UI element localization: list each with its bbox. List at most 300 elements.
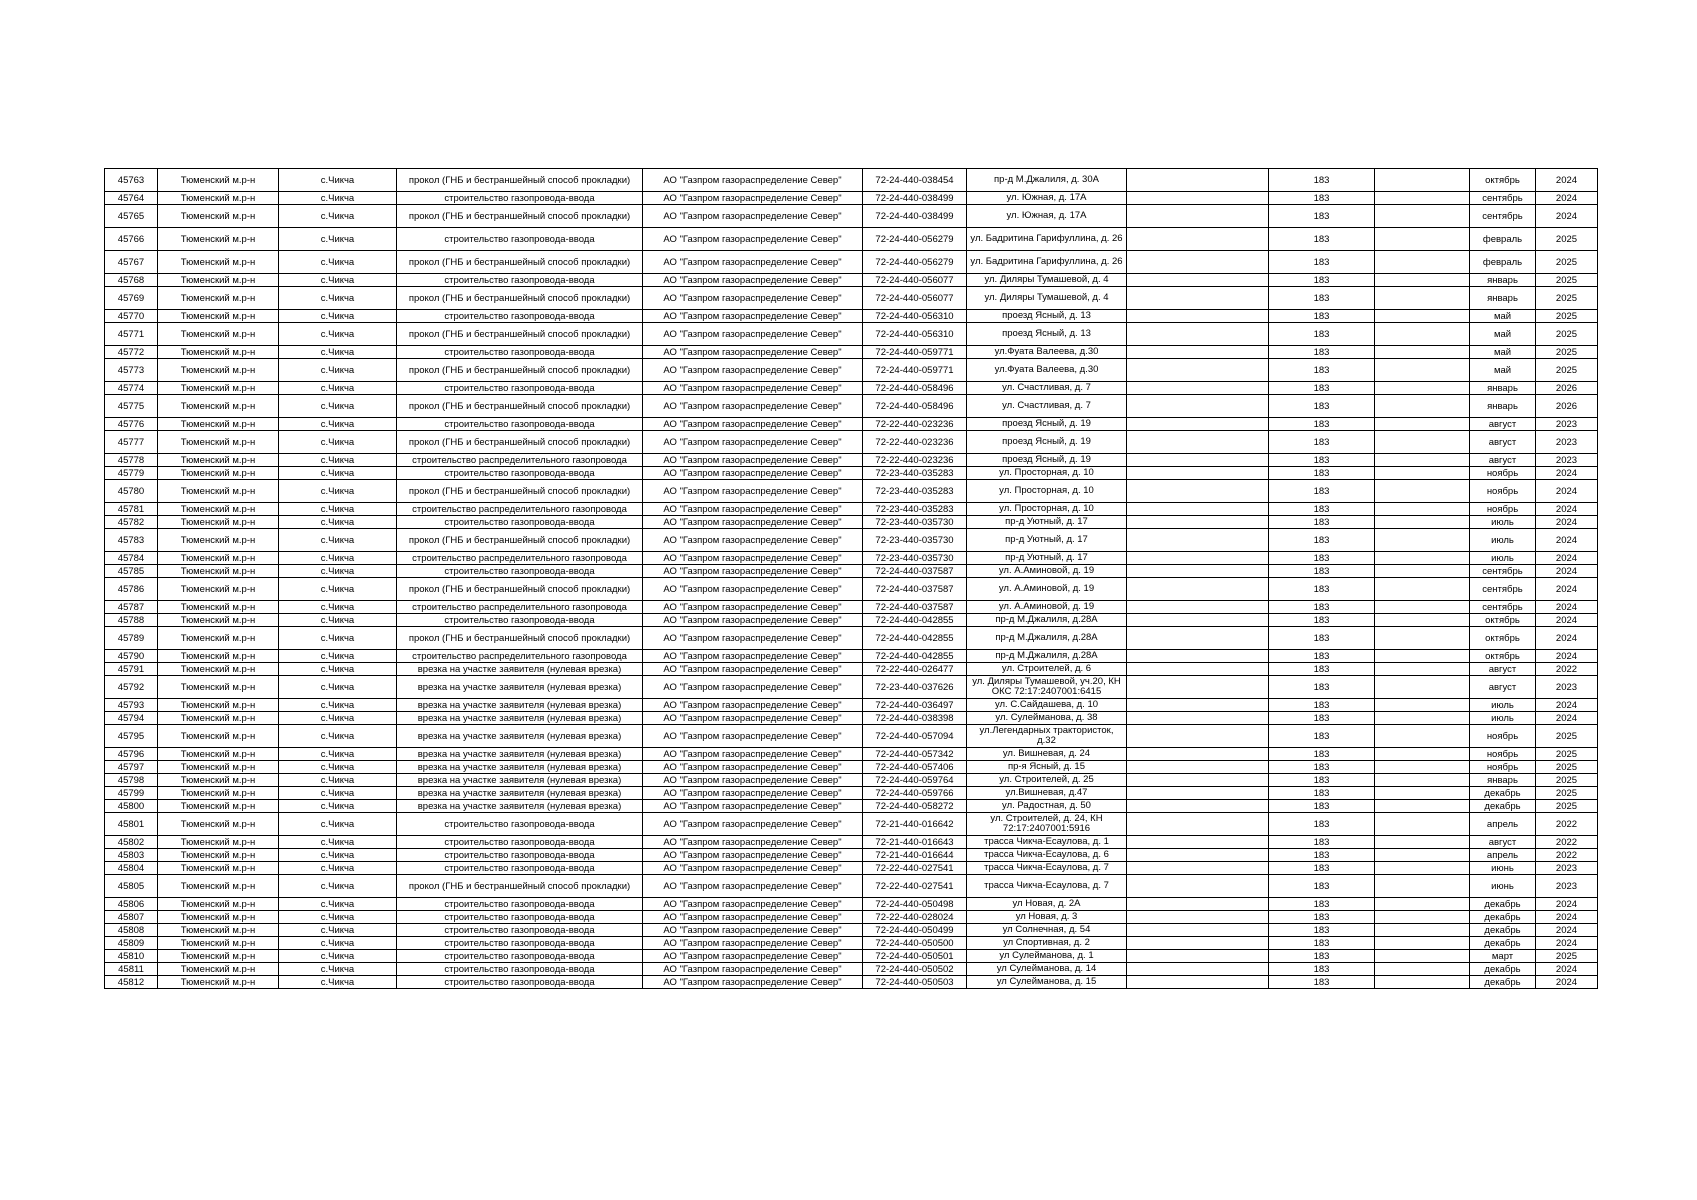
- cell-empty-col-2: [1375, 346, 1470, 359]
- cell-record-id: 45779: [105, 467, 158, 480]
- cell-application-number: 72-24-440-038499: [863, 192, 967, 205]
- cell-month: декабрь: [1470, 963, 1536, 976]
- table-row: [105, 310, 1598, 323]
- cell-locality: с.Чикча: [279, 800, 397, 813]
- cell-organization: АО "Газпром газораспределение Север": [643, 650, 863, 663]
- cell-empty-col-2: [1375, 310, 1470, 323]
- cell-locality: с.Чикча: [279, 359, 397, 382]
- cell-month: май: [1470, 359, 1536, 382]
- cell-record-id: 45766: [105, 228, 158, 251]
- cell-organization: АО "Газпром газораспределение Север": [643, 898, 863, 911]
- cell-application-number: 72-22-440-027541: [863, 862, 967, 875]
- cell-application-number: 72-22-440-027541: [863, 875, 967, 898]
- cell-locality: с.Чикча: [279, 950, 397, 963]
- cell-empty-col-2: [1375, 699, 1470, 712]
- cell-application-number: 72-24-440-042855: [863, 627, 967, 650]
- cell-organization: АО "Газпром газораспределение Север": [643, 712, 863, 725]
- cell-work-type: строительство газопровода-ввода: [397, 963, 643, 976]
- cell-district: Тюменский м.р-н: [158, 287, 279, 310]
- cell-code: 183: [1269, 287, 1375, 310]
- cell-year: 2024: [1536, 937, 1598, 950]
- cell-work-type: строительство газопровода-ввода: [397, 911, 643, 924]
- cell-organization: АО "Газпром газораспределение Север": [643, 287, 863, 310]
- cell-empty-col-2: [1375, 228, 1470, 251]
- cell-month: октябрь: [1470, 614, 1536, 627]
- cell-work-type: врезка на участке заявителя (нулевая врезка): [397, 800, 643, 813]
- cell-empty-col: [1127, 431, 1269, 454]
- cell-year: 2026: [1536, 395, 1598, 418]
- cell-empty-col: [1127, 205, 1269, 228]
- cell-year: 2025: [1536, 359, 1598, 382]
- cell-month: август: [1470, 454, 1536, 467]
- cell-address: проезд Ясный, д. 13: [967, 323, 1127, 346]
- cell-year: 2023: [1536, 862, 1598, 875]
- cell-record-id: 45764: [105, 192, 158, 205]
- cell-empty-col-2: [1375, 552, 1470, 565]
- cell-year: 2025: [1536, 251, 1598, 274]
- cell-year: 2025: [1536, 346, 1598, 359]
- cell-work-type: прокол (ГНБ и бестраншейный способ прокладки): [397, 578, 643, 601]
- cell-record-id: 45790: [105, 650, 158, 663]
- cell-year: 2024: [1536, 924, 1598, 937]
- cell-empty-col: [1127, 676, 1269, 699]
- cell-address: ул. Южная, д. 17А: [967, 205, 1127, 228]
- table-row: [105, 712, 1598, 725]
- cell-year: 2024: [1536, 627, 1598, 650]
- cell-empty-col: [1127, 346, 1269, 359]
- cell-month: ноябрь: [1470, 725, 1536, 748]
- cell-address: пр-д М.Джалиля, д.28А: [967, 627, 1127, 650]
- cell-year: 2024: [1536, 699, 1598, 712]
- cell-code: 183: [1269, 663, 1375, 676]
- cell-record-id: 45805: [105, 875, 158, 898]
- cell-record-id: 45802: [105, 836, 158, 849]
- cell-locality: с.Чикча: [279, 712, 397, 725]
- cell-empty-col-2: [1375, 898, 1470, 911]
- cell-empty-col: [1127, 774, 1269, 787]
- cell-month: январь: [1470, 395, 1536, 418]
- cell-code: 183: [1269, 748, 1375, 761]
- cell-work-type: строительство газопровода-ввода: [397, 813, 643, 836]
- table-row: [105, 274, 1598, 287]
- table-row: [105, 503, 1598, 516]
- cell-empty-col-2: [1375, 650, 1470, 663]
- cell-record-id: 45778: [105, 454, 158, 467]
- cell-month: ноябрь: [1470, 467, 1536, 480]
- cell-code: 183: [1269, 529, 1375, 552]
- cell-empty-col: [1127, 323, 1269, 346]
- cell-empty-col-2: [1375, 601, 1470, 614]
- cell-code: 183: [1269, 614, 1375, 627]
- table-row: [105, 950, 1598, 963]
- cell-empty-col: [1127, 601, 1269, 614]
- records-table: [104, 168, 1598, 989]
- cell-organization: АО "Газпром газораспределение Север": [643, 310, 863, 323]
- cell-empty-col-2: [1375, 725, 1470, 748]
- cell-organization: АО "Газпром газораспределение Север": [643, 467, 863, 480]
- cell-address: пр-д Уютный, д. 17: [967, 516, 1127, 529]
- cell-district: Тюменский м.р-н: [158, 529, 279, 552]
- cell-record-id: 45763: [105, 169, 158, 192]
- cell-address: пр-д Уютный, д. 17: [967, 529, 1127, 552]
- cell-locality: с.Чикча: [279, 614, 397, 627]
- cell-record-id: 45768: [105, 274, 158, 287]
- cell-empty-col: [1127, 516, 1269, 529]
- cell-work-type: прокол (ГНБ и бестраншейный способ прокладки): [397, 251, 643, 274]
- cell-code: 183: [1269, 911, 1375, 924]
- cell-year: 2023: [1536, 418, 1598, 431]
- cell-empty-col-2: [1375, 529, 1470, 552]
- cell-empty-col-2: [1375, 787, 1470, 800]
- cell-month: сентябрь: [1470, 565, 1536, 578]
- cell-application-number: 72-23-440-035730: [863, 529, 967, 552]
- cell-empty-col-2: [1375, 565, 1470, 578]
- cell-application-number: 72-24-440-057406: [863, 761, 967, 774]
- cell-code: 183: [1269, 836, 1375, 849]
- table-row: [105, 800, 1598, 813]
- cell-month: июль: [1470, 516, 1536, 529]
- cell-year: 2022: [1536, 849, 1598, 862]
- cell-address: ул. Счастливая, д. 7: [967, 395, 1127, 418]
- cell-month: декабрь: [1470, 911, 1536, 924]
- cell-locality: с.Чикча: [279, 310, 397, 323]
- cell-record-id: 45808: [105, 924, 158, 937]
- cell-work-type: строительство распределительного газопровода: [397, 552, 643, 565]
- cell-empty-col-2: [1375, 359, 1470, 382]
- cell-application-number: 72-24-440-042855: [863, 650, 967, 663]
- cell-locality: с.Чикча: [279, 228, 397, 251]
- cell-empty-col: [1127, 813, 1269, 836]
- cell-work-type: строительство газопровода-ввода: [397, 192, 643, 205]
- cell-code: 183: [1269, 950, 1375, 963]
- cell-application-number: 72-23-440-037626: [863, 676, 967, 699]
- cell-record-id: 45765: [105, 205, 158, 228]
- cell-empty-col: [1127, 627, 1269, 650]
- cell-locality: с.Чикча: [279, 937, 397, 950]
- cell-record-id: 45774: [105, 382, 158, 395]
- cell-record-id: 45793: [105, 699, 158, 712]
- cell-year: 2025: [1536, 287, 1598, 310]
- cell-address: проезд Ясный, д. 19: [967, 454, 1127, 467]
- table-row: [105, 976, 1598, 989]
- cell-application-number: 72-21-440-016642: [863, 813, 967, 836]
- cell-year: 2025: [1536, 800, 1598, 813]
- cell-year: 2025: [1536, 774, 1598, 787]
- cell-record-id: 45796: [105, 748, 158, 761]
- cell-organization: АО "Газпром газораспределение Север": [643, 359, 863, 382]
- cell-work-type: строительство распределительного газопровода: [397, 503, 643, 516]
- cell-address: ул. Строителей, д. 6: [967, 663, 1127, 676]
- cell-locality: с.Чикча: [279, 274, 397, 287]
- cell-address: ул Солнечная, д. 54: [967, 924, 1127, 937]
- cell-organization: АО "Газпром газораспределение Север": [643, 787, 863, 800]
- cell-work-type: прокол (ГНБ и бестраншейный способ прокладки): [397, 529, 643, 552]
- cell-empty-col: [1127, 761, 1269, 774]
- cell-month: февраль: [1470, 228, 1536, 251]
- cell-record-id: 45769: [105, 287, 158, 310]
- cell-work-type: строительство газопровода-ввода: [397, 924, 643, 937]
- table-row: [105, 565, 1598, 578]
- cell-work-type: строительство газопровода-ввода: [397, 346, 643, 359]
- cell-month: октябрь: [1470, 650, 1536, 663]
- cell-work-type: прокол (ГНБ и бестраншейный способ прокладки): [397, 875, 643, 898]
- cell-record-id: 45788: [105, 614, 158, 627]
- cell-work-type: врезка на участке заявителя (нулевая врезка): [397, 725, 643, 748]
- cell-month: июнь: [1470, 862, 1536, 875]
- cell-address: проезд Ясный, д. 19: [967, 418, 1127, 431]
- cell-address: проезд Ясный, д. 19: [967, 431, 1127, 454]
- cell-month: май: [1470, 323, 1536, 346]
- cell-month: декабрь: [1470, 787, 1536, 800]
- cell-year: 2024: [1536, 578, 1598, 601]
- cell-district: Тюменский м.р-н: [158, 650, 279, 663]
- cell-district: Тюменский м.р-н: [158, 359, 279, 382]
- cell-code: 183: [1269, 382, 1375, 395]
- cell-empty-col: [1127, 565, 1269, 578]
- cell-work-type: строительство распределительного газопровода: [397, 454, 643, 467]
- cell-organization: АО "Газпром газораспределение Север": [643, 614, 863, 627]
- cell-address: ул Новая, д. 3: [967, 911, 1127, 924]
- cell-locality: с.Чикча: [279, 650, 397, 663]
- cell-organization: АО "Газпром газораспределение Север": [643, 761, 863, 774]
- cell-application-number: 72-24-440-056077: [863, 287, 967, 310]
- cell-code: 183: [1269, 395, 1375, 418]
- cell-address: пр-д Уютный, д. 17: [967, 552, 1127, 565]
- cell-application-number: 72-24-440-037587: [863, 565, 967, 578]
- cell-district: Тюменский м.р-н: [158, 712, 279, 725]
- cell-year: 2025: [1536, 787, 1598, 800]
- table-row: [105, 228, 1598, 251]
- cell-empty-col-2: [1375, 578, 1470, 601]
- cell-month: ноябрь: [1470, 748, 1536, 761]
- cell-organization: АО "Газпром газораспределение Север": [643, 418, 863, 431]
- cell-district: Тюменский м.р-н: [158, 578, 279, 601]
- cell-organization: АО "Газпром газораспределение Север": [643, 169, 863, 192]
- cell-organization: АО "Газпром газораспределение Север": [643, 516, 863, 529]
- cell-locality: с.Чикча: [279, 287, 397, 310]
- cell-work-type: прокол (ГНБ и бестраншейный способ прокладки): [397, 359, 643, 382]
- cell-empty-col-2: [1375, 813, 1470, 836]
- cell-month: январь: [1470, 274, 1536, 287]
- cell-district: Тюменский м.р-н: [158, 251, 279, 274]
- cell-address: ул.Фуата Валеева, д.30: [967, 359, 1127, 382]
- cell-district: Тюменский м.р-н: [158, 862, 279, 875]
- cell-empty-col-2: [1375, 251, 1470, 274]
- cell-district: Тюменский м.р-н: [158, 274, 279, 287]
- cell-work-type: строительство газопровода-ввода: [397, 614, 643, 627]
- cell-application-number: 72-24-440-050499: [863, 924, 967, 937]
- cell-application-number: 72-22-440-023236: [863, 418, 967, 431]
- cell-work-type: строительство газопровода-ввода: [397, 310, 643, 323]
- table-row: [105, 963, 1598, 976]
- cell-application-number: 72-21-440-016644: [863, 849, 967, 862]
- cell-district: Тюменский м.р-н: [158, 849, 279, 862]
- cell-month: февраль: [1470, 251, 1536, 274]
- cell-application-number: 72-21-440-016643: [863, 836, 967, 849]
- cell-year: 2024: [1536, 467, 1598, 480]
- cell-locality: с.Чикча: [279, 251, 397, 274]
- cell-empty-col: [1127, 395, 1269, 418]
- cell-application-number: 72-24-440-036497: [863, 699, 967, 712]
- cell-record-id: 45801: [105, 813, 158, 836]
- cell-empty-col-2: [1375, 395, 1470, 418]
- cell-empty-col-2: [1375, 274, 1470, 287]
- cell-code: 183: [1269, 480, 1375, 503]
- cell-locality: с.Чикча: [279, 849, 397, 862]
- table-row: [105, 480, 1598, 503]
- cell-locality: с.Чикча: [279, 431, 397, 454]
- cell-year: 2024: [1536, 650, 1598, 663]
- cell-year: 2023: [1536, 676, 1598, 699]
- cell-address: пр-д М.Джалиля, д. 30А: [967, 169, 1127, 192]
- cell-application-number: 72-24-440-057094: [863, 725, 967, 748]
- cell-locality: с.Чикча: [279, 813, 397, 836]
- cell-work-type: строительство газопровода-ввода: [397, 937, 643, 950]
- cell-code: 183: [1269, 454, 1375, 467]
- cell-address: ул. Диляры Тумашевой, д. 4: [967, 287, 1127, 310]
- table-row: [105, 467, 1598, 480]
- cell-organization: АО "Газпром газораспределение Север": [643, 836, 863, 849]
- cell-code: 183: [1269, 875, 1375, 898]
- cell-code: 183: [1269, 650, 1375, 663]
- cell-code: 183: [1269, 467, 1375, 480]
- cell-work-type: строительство газопровода-ввода: [397, 516, 643, 529]
- cell-address: ул. Строителей, д. 25: [967, 774, 1127, 787]
- cell-work-type: врезка на участке заявителя (нулевая врезка): [397, 663, 643, 676]
- cell-month: январь: [1470, 774, 1536, 787]
- cell-application-number: 72-24-440-042855: [863, 614, 967, 627]
- table-row: [105, 431, 1598, 454]
- cell-locality: с.Чикча: [279, 578, 397, 601]
- cell-application-number: 72-24-440-056279: [863, 251, 967, 274]
- cell-application-number: 72-24-440-050501: [863, 950, 967, 963]
- cell-organization: АО "Газпром газораспределение Север": [643, 529, 863, 552]
- cell-month: ноябрь: [1470, 761, 1536, 774]
- cell-month: декабрь: [1470, 976, 1536, 989]
- cell-locality: с.Чикча: [279, 911, 397, 924]
- cell-work-type: строительство газопровода-ввода: [397, 950, 643, 963]
- cell-address: ул Спортивная, д. 2: [967, 937, 1127, 950]
- cell-year: 2024: [1536, 898, 1598, 911]
- cell-record-id: 45772: [105, 346, 158, 359]
- cell-district: Тюменский м.р-н: [158, 875, 279, 898]
- cell-code: 183: [1269, 552, 1375, 565]
- cell-code: 183: [1269, 937, 1375, 950]
- cell-record-id: 45807: [105, 911, 158, 924]
- cell-work-type: строительство распределительного газопровода: [397, 601, 643, 614]
- cell-district: Тюменский м.р-н: [158, 431, 279, 454]
- cell-month: апрель: [1470, 813, 1536, 836]
- cell-work-type: строительство газопровода-ввода: [397, 382, 643, 395]
- cell-locality: с.Чикча: [279, 627, 397, 650]
- cell-district: Тюменский м.р-н: [158, 924, 279, 937]
- cell-organization: АО "Газпром газораспределение Север": [643, 676, 863, 699]
- cell-empty-col-2: [1375, 287, 1470, 310]
- cell-code: 183: [1269, 192, 1375, 205]
- cell-district: Тюменский м.р-н: [158, 836, 279, 849]
- cell-district: Тюменский м.р-н: [158, 516, 279, 529]
- cell-district: Тюменский м.р-н: [158, 898, 279, 911]
- cell-empty-col: [1127, 454, 1269, 467]
- cell-record-id: 45789: [105, 627, 158, 650]
- cell-locality: с.Чикча: [279, 601, 397, 614]
- cell-organization: АО "Газпром газораспределение Север": [643, 454, 863, 467]
- cell-record-id: 45795: [105, 725, 158, 748]
- cell-address: ул Сулейманова, д. 1: [967, 950, 1127, 963]
- cell-application-number: 72-24-440-058272: [863, 800, 967, 813]
- cell-locality: с.Чикча: [279, 875, 397, 898]
- cell-address: ул. А.Аминовой, д. 19: [967, 565, 1127, 578]
- cell-empty-col: [1127, 169, 1269, 192]
- cell-organization: АО "Газпром газораспределение Север": [643, 565, 863, 578]
- cell-organization: АО "Газпром газораспределение Север": [643, 503, 863, 516]
- cell-record-id: 45770: [105, 310, 158, 323]
- cell-locality: с.Чикча: [279, 395, 397, 418]
- table-row: [105, 911, 1598, 924]
- cell-district: Тюменский м.р-н: [158, 323, 279, 346]
- cell-application-number: 72-23-440-035730: [863, 516, 967, 529]
- cell-empty-col: [1127, 650, 1269, 663]
- cell-year: 2024: [1536, 529, 1598, 552]
- table-row: [105, 924, 1598, 937]
- cell-organization: АО "Газпром газораспределение Север": [643, 480, 863, 503]
- cell-locality: с.Чикча: [279, 192, 397, 205]
- cell-work-type: строительство газопровода-ввода: [397, 418, 643, 431]
- cell-month: август: [1470, 836, 1536, 849]
- table-row: [105, 761, 1598, 774]
- cell-locality: с.Чикча: [279, 516, 397, 529]
- cell-empty-col: [1127, 503, 1269, 516]
- cell-month: декабрь: [1470, 800, 1536, 813]
- cell-address: ул. Счастливая, д. 7: [967, 382, 1127, 395]
- table-row: [105, 418, 1598, 431]
- cell-address: ул.Фуата Валеева, д.30: [967, 346, 1127, 359]
- cell-code: 183: [1269, 787, 1375, 800]
- cell-empty-col: [1127, 578, 1269, 601]
- cell-application-number: 72-24-440-050503: [863, 976, 967, 989]
- cell-empty-col-2: [1375, 875, 1470, 898]
- cell-organization: АО "Газпром газораспределение Север": [643, 699, 863, 712]
- cell-district: Тюменский м.р-н: [158, 725, 279, 748]
- cell-code: 183: [1269, 725, 1375, 748]
- cell-month: октябрь: [1470, 627, 1536, 650]
- cell-year: 2024: [1536, 565, 1598, 578]
- cell-code: 183: [1269, 431, 1375, 454]
- table-row: [105, 813, 1598, 836]
- table-row: [105, 516, 1598, 529]
- table-row: [105, 346, 1598, 359]
- cell-month: октябрь: [1470, 169, 1536, 192]
- cell-work-type: строительство газопровода-ввода: [397, 898, 643, 911]
- cell-code: 183: [1269, 849, 1375, 862]
- cell-address: ул. А.Аминовой, д. 19: [967, 578, 1127, 601]
- cell-empty-col-2: [1375, 976, 1470, 989]
- cell-record-id: 45804: [105, 862, 158, 875]
- table-row: [105, 875, 1598, 898]
- table-body: [105, 169, 1598, 989]
- cell-record-id: 45811: [105, 963, 158, 976]
- cell-record-id: 45799: [105, 787, 158, 800]
- cell-work-type: строительство газопровода-ввода: [397, 849, 643, 862]
- cell-record-id: 45767: [105, 251, 158, 274]
- cell-empty-col-2: [1375, 676, 1470, 699]
- cell-organization: АО "Газпром газораспределение Север": [643, 950, 863, 963]
- cell-district: Тюменский м.р-н: [158, 614, 279, 627]
- cell-month: июль: [1470, 699, 1536, 712]
- cell-organization: АО "Газпром газораспределение Север": [643, 862, 863, 875]
- cell-empty-col-2: [1375, 712, 1470, 725]
- cell-application-number: 72-24-440-058496: [863, 395, 967, 418]
